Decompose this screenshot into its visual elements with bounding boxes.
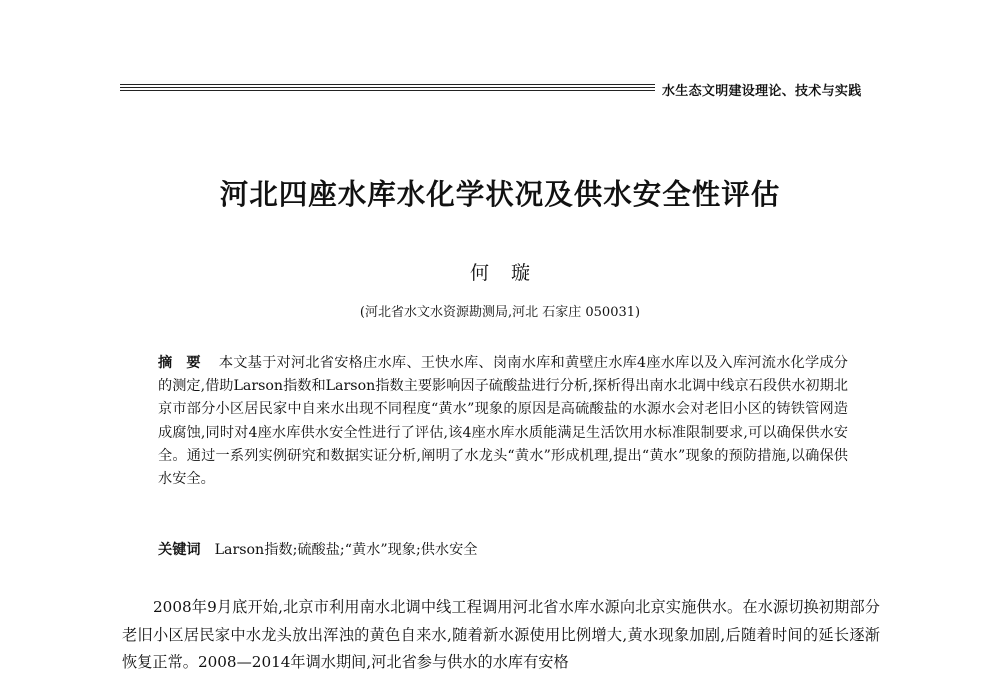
paper-title: 河北四座水库水化学状况及供水安全性评估 [219, 178, 781, 211]
author-affiliation: (河北省水文水资源勘测局,河北 石家庄 050031) [359, 305, 641, 320]
abstract [158, 352, 848, 491]
keywords-label: 关键词 [158, 542, 201, 558]
keywords-text: Larson指数;硫酸盐;“黄水”现象;供水安全 [214, 542, 478, 558]
abstract-text: 本文基于对河北省安格庄水库、王快水库、岗南水库和黄壁庄水库4座水库以及入库河流水化学成分的测定,借助Larson指数和Larson指数主要影响因子硫酸盐进行分析,探析得出南水北调中线京石段供水初期北京市部分小区居民家中自来水出现不同程度“黄水”现象的原因是高硫酸盐的水源水会对老旧小区的铸铁管网造成腐蚀,同时对4座水库供水安全性进行了评估,该4座水库水质能满足生活饮用水标准限制要求,可以确保供水安全。通过一系列实例研究和数据实证分析,阐明了水龙头“黄水”形成机理,提出“黄水”现象的预防措施,以确保供水安全。 [158, 355, 848, 488]
abstract-label: 摘要 [158, 355, 215, 371]
keywords [158, 539, 848, 562]
journal-section-label: 水生态文明建设理论、技术与实践 [662, 84, 862, 99]
author-name: 何璇 [469, 262, 552, 284]
body-paragraph: 2008年9月底开始,北京市利用南水北调中线工程调用河北省水库水源向北京实施供水。在水源切换初期部分老旧小区居民家中水龙头放出浑浊的黄色自来水,随着新水源使用比例增大,黄水现象加剧,后随着时间的延长逐渐恢复正常。2008—2014年调水期间,河北省参与供水的水库有安格 [122, 598, 880, 671]
header-rule [120, 84, 655, 91]
